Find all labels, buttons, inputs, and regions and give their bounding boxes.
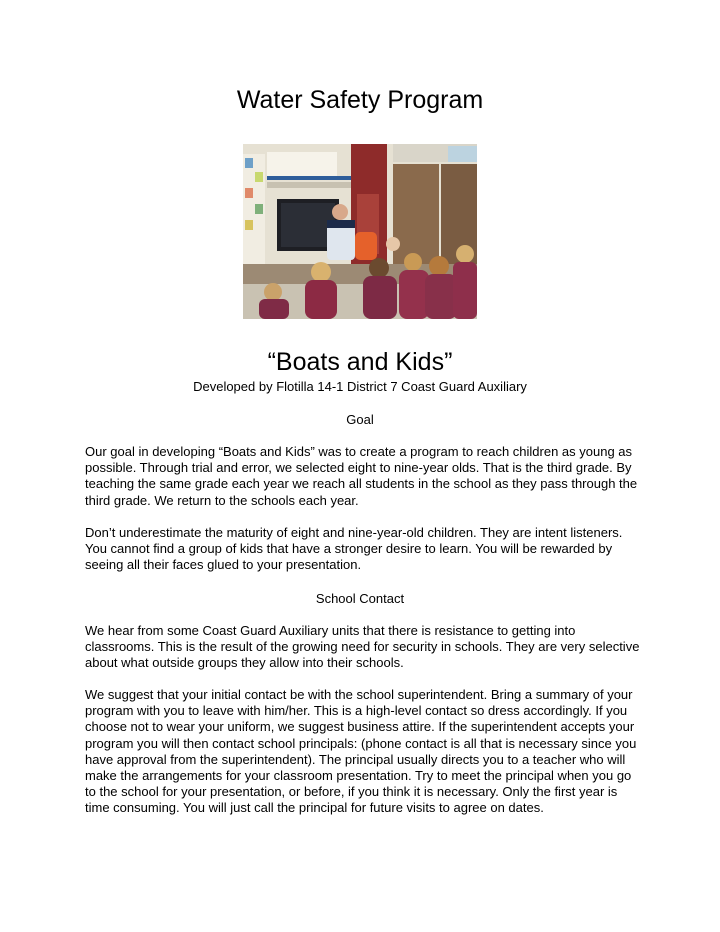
page-title: Water Safety Program bbox=[236, 86, 484, 114]
goal-paragraph-2: Don’t underestimate the maturity of eight and nine-year-old children. They are intent listeners. You cannot find a group of kids that have a stronger desire to learn. You will be rewarded by seeing all their faces glued to your presentation. bbox=[85, 525, 623, 573]
program-subtitle: “Boats and Kids” bbox=[267, 348, 453, 376]
school-contact-paragraph-1: We hear from some Coast Guard Auxiliary units that there is resistance to getting into classrooms. This is the result of the growing need for security in schools. They are very selective about what outside groups they allow into their schools. bbox=[85, 623, 640, 671]
classroom-illustration bbox=[243, 144, 477, 319]
classroom-photo bbox=[243, 144, 477, 319]
developer-byline: Developed by Flotilla 14-1 District 7 Coast Guard Auxiliary bbox=[193, 379, 527, 394]
school-contact-paragraph-2: We suggest that your initial contact be with the school superintendent. Bring a summary of your program with you to leave with him/her. This is a high-level contact so dress accordingly. If you choose not to wear your uniform, we suggest business attire. If the superintendent accepts your program you will then contact school principals: (phone contact is all that is necessary since you have approval from the superintendent). The principal usually directs you to a teacher who will make the arrangements for your classroom presentation. Try to meet the principal when you go to the school for your presentation, or before, if you think it is necessary. Only the first year is time consuming. You will just call the principal for future visits to agree on dates. bbox=[85, 687, 637, 816]
goal-paragraph-1: Our goal in developing “Boats and Kids” was to create a program to reach children as young as possible. Through trial and error, we selected eight to nine-year olds. That is the third grade. By teaching the same grade each year we reach all students in the school as they pass through the third grade. We return to the schools each year. bbox=[85, 444, 638, 508]
section-heading-school-contact: School Contact bbox=[315, 591, 405, 606]
section-heading-goal: Goal bbox=[346, 412, 374, 427]
